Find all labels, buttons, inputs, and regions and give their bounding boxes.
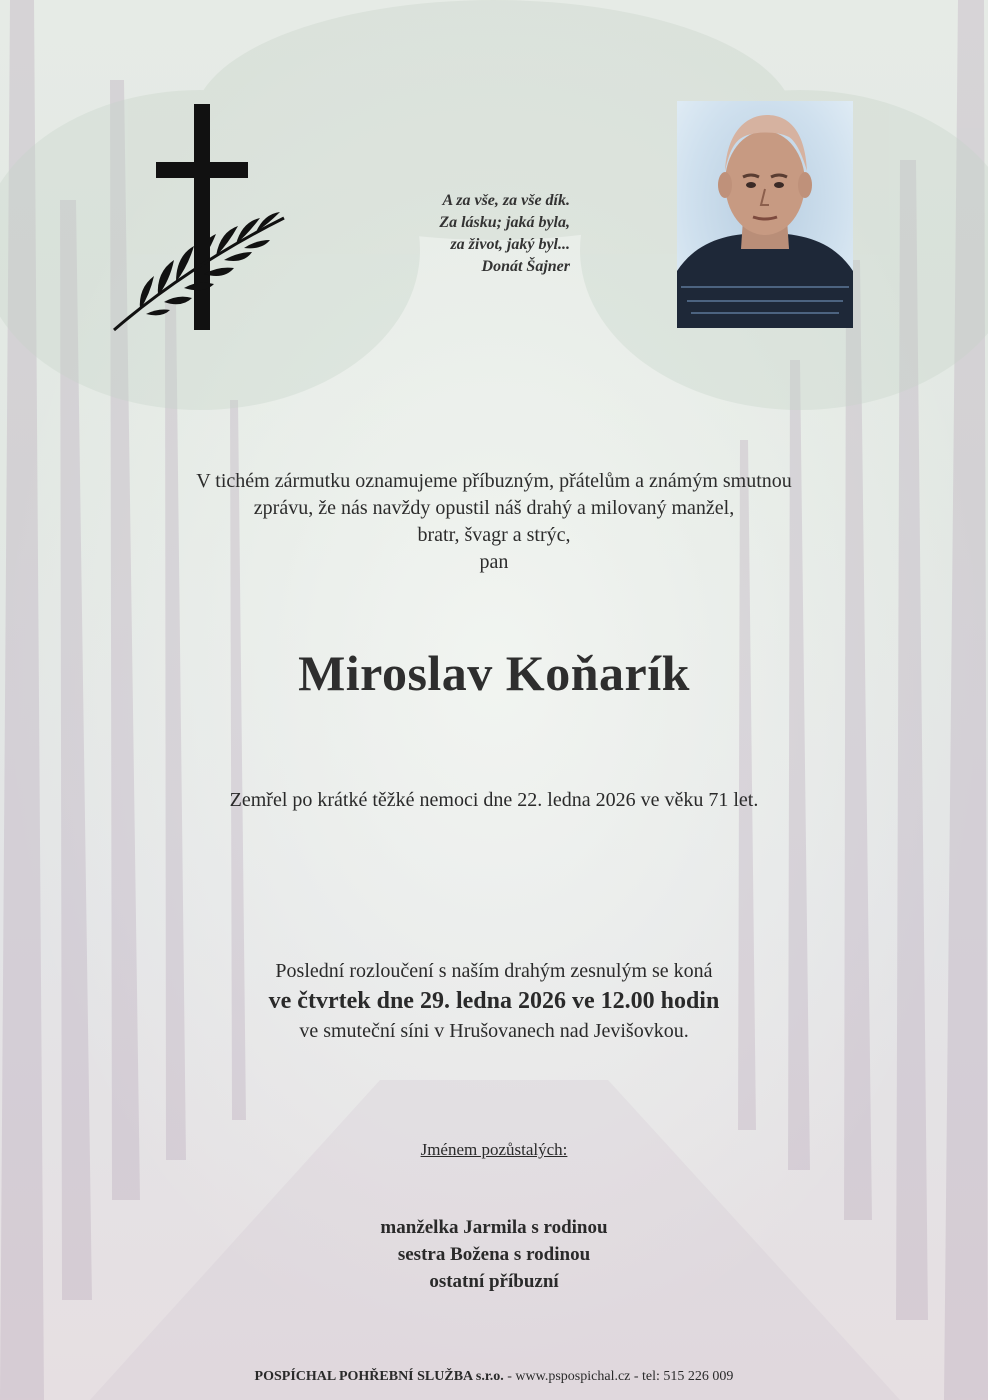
poem-line: za život, jaký byl... — [450, 236, 570, 253]
portrait-photo — [677, 101, 853, 328]
mourner-item: manželka Jarmila s rodinou — [380, 1217, 608, 1238]
intro-line: bratr, švagr a strýc, — [417, 524, 571, 546]
mourners-list — [100, 1214, 888, 1295]
poem-author: Donát Šajner — [481, 258, 570, 275]
poem-line: Za lásku; jaká byla, — [439, 214, 570, 231]
footer — [100, 1367, 888, 1387]
death-notice: Zemřel po krátké těžké nemoci dne 22. ledna 2026 ve věku 71 let. — [229, 789, 759, 811]
portrait-figure — [677, 101, 853, 328]
funeral-info — [100, 956, 888, 1046]
footer-company: POSPÍCHAL POHŘEBNÍ SLUŽBA s.r.o. — [254, 1369, 504, 1384]
mourners-heading-text: Jménem pozůstalých: — [420, 1140, 568, 1159]
cross-with-palm-icon — [110, 100, 290, 340]
mourner-item: sestra Božena s rodinou — [397, 1244, 591, 1265]
funeral-datetime: ve čtvrtek dne 29. ledna 2026 ve 12.00 hodin — [268, 988, 720, 1014]
mourner-item: ostatní příbuzní — [429, 1271, 559, 1292]
footer-contact: - www.pspospichal.cz - tel: 515 226 009 — [503, 1369, 734, 1384]
poem-line: A za vše, za vše dík. — [442, 192, 570, 209]
deceased-name: Miroslav Koňarík — [298, 645, 690, 701]
intro-line: pan — [479, 551, 509, 573]
intro-line: V tichém zármutku oznamujeme příbuzným, přátelům a známým smutnou — [196, 470, 792, 492]
poem — [330, 190, 570, 278]
intro-line: zprávu, že nás navždy opustil náš drahý a milovaný manžel, — [253, 497, 735, 519]
mourners-heading — [100, 1138, 888, 1162]
funeral-line: Poslední rozloučení s naším drahým zesnulým se koná — [275, 960, 713, 982]
funeral-place: ve smuteční síni v Hrušovanech nad Jevišovkou. — [299, 1020, 689, 1042]
announcement-intro — [100, 468, 888, 576]
